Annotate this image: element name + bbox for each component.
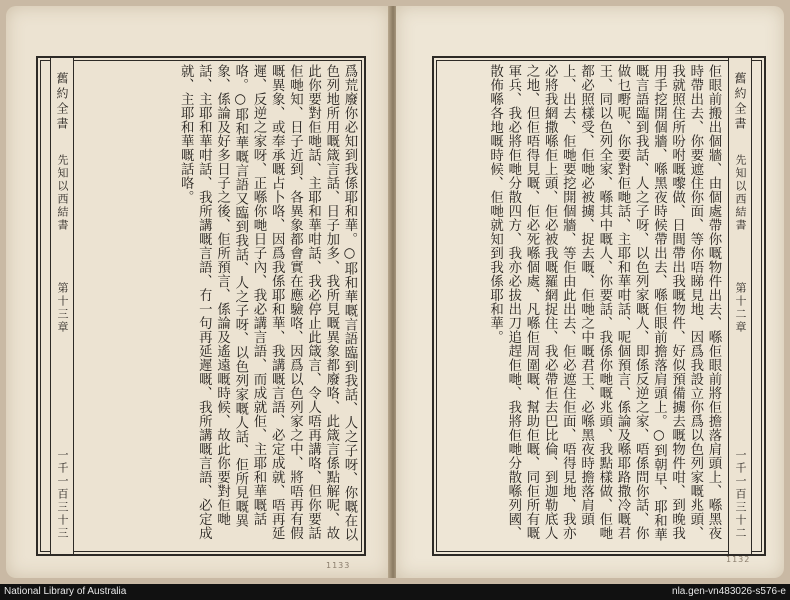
- footer-record-id: nla.gen-vn483026-s576-e: [672, 586, 786, 597]
- right-page: [396, 6, 784, 578]
- right-page-stamp: 1132: [726, 555, 751, 564]
- left-page-chapter: 第十三章: [56, 282, 69, 334]
- right-page-chapter: 第十二章: [734, 282, 747, 334]
- right-page-book-name: 先知以西結書: [734, 154, 747, 232]
- left-page-title: 舊約全書: [55, 72, 69, 132]
- right-page-number: 一千一百三十二: [734, 449, 747, 540]
- right-page-frame: [432, 56, 766, 556]
- left-page-number: 一千一百三十三: [56, 449, 69, 540]
- right-page-header-bar: [728, 58, 752, 554]
- left-page-header-bar: [50, 58, 74, 554]
- footer-library-name: National Library of Australia: [4, 586, 127, 597]
- left-page: [6, 6, 390, 578]
- left-page-frame: [36, 56, 366, 556]
- right-page-title: 舊約全書: [733, 72, 747, 132]
- right-page-body: 佢眼前搬出個牆、由個處帶你嘅物件出去、喺佢眼前將佢擔落肩頭上、喺黑夜時帶出去、你要遮住你面、等你唔睇見地、因爲我設立你爲以色列家嘅兆頭、我就照住所吩咐嘅嚟做、日間帶出我嘅物件、好似預備擄去嘅物件咁、到晚我用手挖開個牆、喺黑夜時候帶出去、喺佢眼前擔落肩頭上。○到朝早、耶和華嘅言語臨到我話、人之子呀、以色列家嘅人、即係反逆之家、唔係問你話、你做乜嘢呢、你要對佢哋話、主耶和華咁話、呢個預言、係論及喺耶路撒冷嘅君王、同以色列全家、喺其中嘅人、你要話、我係你哋嘅兆頭、我點樣做、佢哋都必照樣受、佢哋必被擄、捉去嘅、佢哋之中嘅君王、必喺黑夜時擔落肩頭上、出去、佢哋要挖開個牆、等佢由此出去、佢必遮住佢面、唔得見地、我亦必將我網撒喺佢上頭、佢必被我嘅羅網捉住、我必帶佢去巴比倫、到迦勒底人之地、但佢唔得見嘅、佢必死喺個處、凡喺佢周圍嘅、幫助佢嘅、同佢所有嘅軍兵、我必將佢哋分散四方、我亦必拔出刀追趕佢哋、我將佢哋分散喺列國、散佈喺各地嘅時候、佢哋就知到我係耶和華。: [487, 64, 721, 542]
- left-page-body: 爲荒廢你必知到我係耶和華。○耶和華嘅言語臨到我話、人之子呀、你嘅在以色列地所用嘅箴言話、日子加多、我所見嘅異象都廢咯、此箴言係點解呢、故此你要對佢哋話、主耶和華咁話、我必停止此箴言、令人唔再講咯、但你要話佢哋知、日子近到、各異象都會實在應驗咯、因爲以色列家之中、將唔再有假嘅異象、或奉承嘅占卜咯、因爲我係耶和華、我講嘅言語、必定成就、唔再延遲、反逆之家呀、正喺你哋日子內、我必講言語、而成就佢、主耶和華嘅話咯。○耶和華嘅言語又臨到我話、人之子呀、以色列家嘅人話、佢所見嘅異象、係論及好多日子之後、佢所預言、係論及遙遠嘅時候、故此你要對佢哋話、主耶和華咁話、我所講嘅言語、冇一句再延遲嘅、我所講嘅言語、必定成就、主耶和華嘅話咯。: [178, 64, 357, 542]
- footer-bar: [0, 584, 790, 600]
- left-page-book-name: 先知以西結書: [56, 154, 69, 232]
- left-page-stamp: 1133: [326, 561, 351, 570]
